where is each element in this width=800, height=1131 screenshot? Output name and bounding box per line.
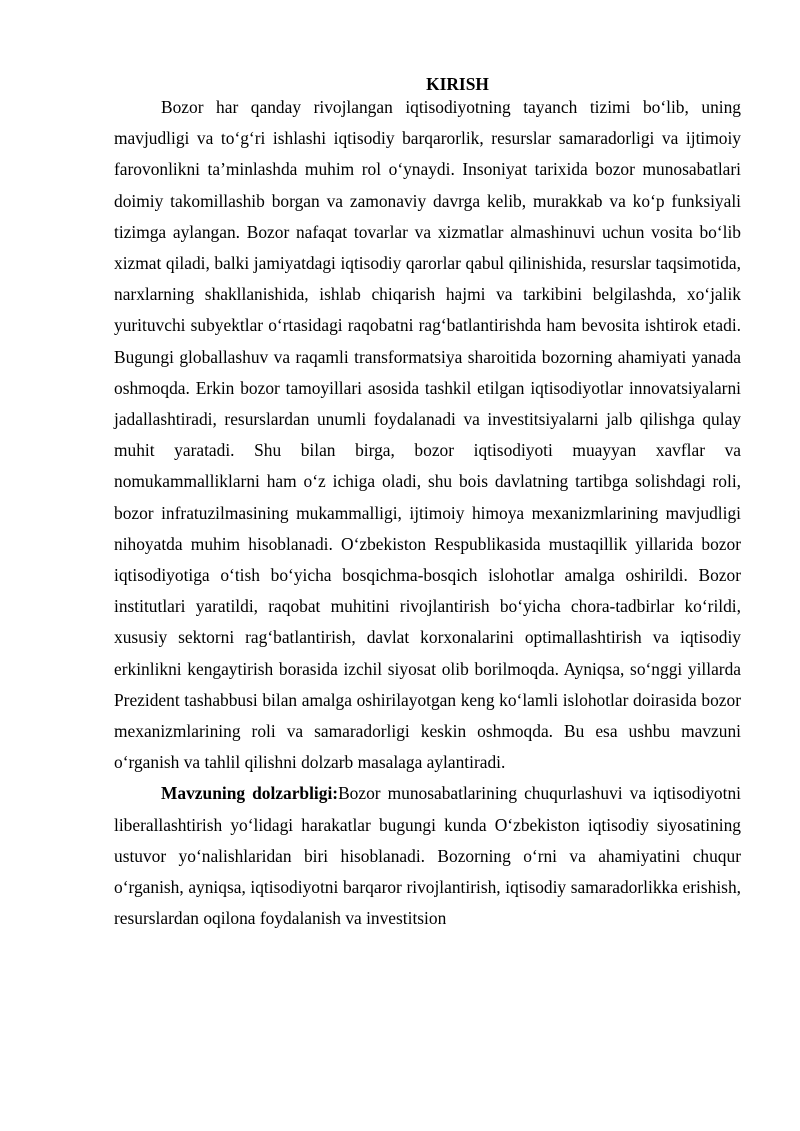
intro-paragraph: Bozor har qanday rivojlangan iqtisodiyotning tayanch tizimi bo‘lib, uning mavjudligi va to‘g‘ri ishlashi iqtisodiy barqarorlik, resurslar samaradorligi va ijtimoiy farovonlikni ta’minlashda muhim rol o‘ynaydi. Insoniyat tarixida bozor munosabatlari doimiy takomillashib borgan va zamonaviy davrga kelib, murakkab va ko‘p funksiyali tizimga aylangan. Bozor nafaqat tovarlar va xizmatlar almashinuvi uchun vosita bo‘lib xizmat qiladi, balki jamiyatdagi iqtisodiy qarorlar qabul qilinishida, resurslar taqsimotida, narxlarning shakllanishida, ishlab chiqarish hajmi va tarkibini belgilashda, xo‘jalik yurituvchi subyektlar o‘rtasidagi raqobatni rag‘batlantirishda ham bevosita ishtirok etadi. Bugungi globallashuv va raqamli transformatsiya sharoitida bozorning ahamiyati yanada oshmoqda. Erkin bozor tamoyillari asosida tashkil etilgan iqtisodiyotlar innovatsiyalarni jadallashtiradi, resurslardan unumli foydalanadi va investitsiyalarni jalb qilishga qulay muhit yaratadi. Shu bilan birga, bozor iqtisodiyoti muayyan xavflar va nomukammalliklarni ham o‘z ichiga oladi, shu bois davlatning tartibga solishdagi roli, bozor infratuzilmasining mukammalligi, ijtimoiy himoya mexanizmlarining mavjudligi nihoyatda muhim hisoblanadi. O‘zbekiston Respublikasida mustaqillik yillarida bozor iqtisodiyotiga o‘tish bo‘yicha bosqichma-bosqich islohotlar amalga oshirildi. Bozor institutlari yaratildi, raqobat muhitini rivojlantirish bo‘yicha chora-tadbirlar ko‘rildi, xususiy sektorni rag‘batlantirish, davlat korxonalarini optimallashtirish va iqtisodiy erkinlikni kengaytirish borasida izchil siyosat olib borilmoqda. Ayniqsa, so‘nggi yillarda Prezident tashabbusi bilan amalga oshirilayotgan keng ko‘lamli islohotlar doirasida bozor mexanizmlarining roli va samaradorligi keskin oshmoqda. Bu esa ushbu mavzuni o‘rganish va tahlil qilishni dolzarb masalaga aylantiradi. <box>114 97 741 773</box>
relevance-paragraph <box>114 778 741 934</box>
relevance-heading: Mavzuning dolzarbligi: <box>161 783 339 804</box>
document-page <box>114 72 741 934</box>
section-title: KIRISH <box>426 74 489 94</box>
relevance-text: Bozor munosabatlarining chuqurlashuvi va iqtisodiyotni liberallashtirish yo‘lidagi harakatlar bugungi kunda O‘zbekiston iqtisodiy siyosatining ustuvor yo‘nalishlaridan biri hisoblanadi. Bozorning o‘rni va ahamiyatini chuqur o‘rganish, ayniqsa, iqtisodiyotni barqaror rivojlantirish, iqtisodiy samaradorlikka erishish, resurslardan oqilona foydalanish va investitsion <box>114 783 741 929</box>
